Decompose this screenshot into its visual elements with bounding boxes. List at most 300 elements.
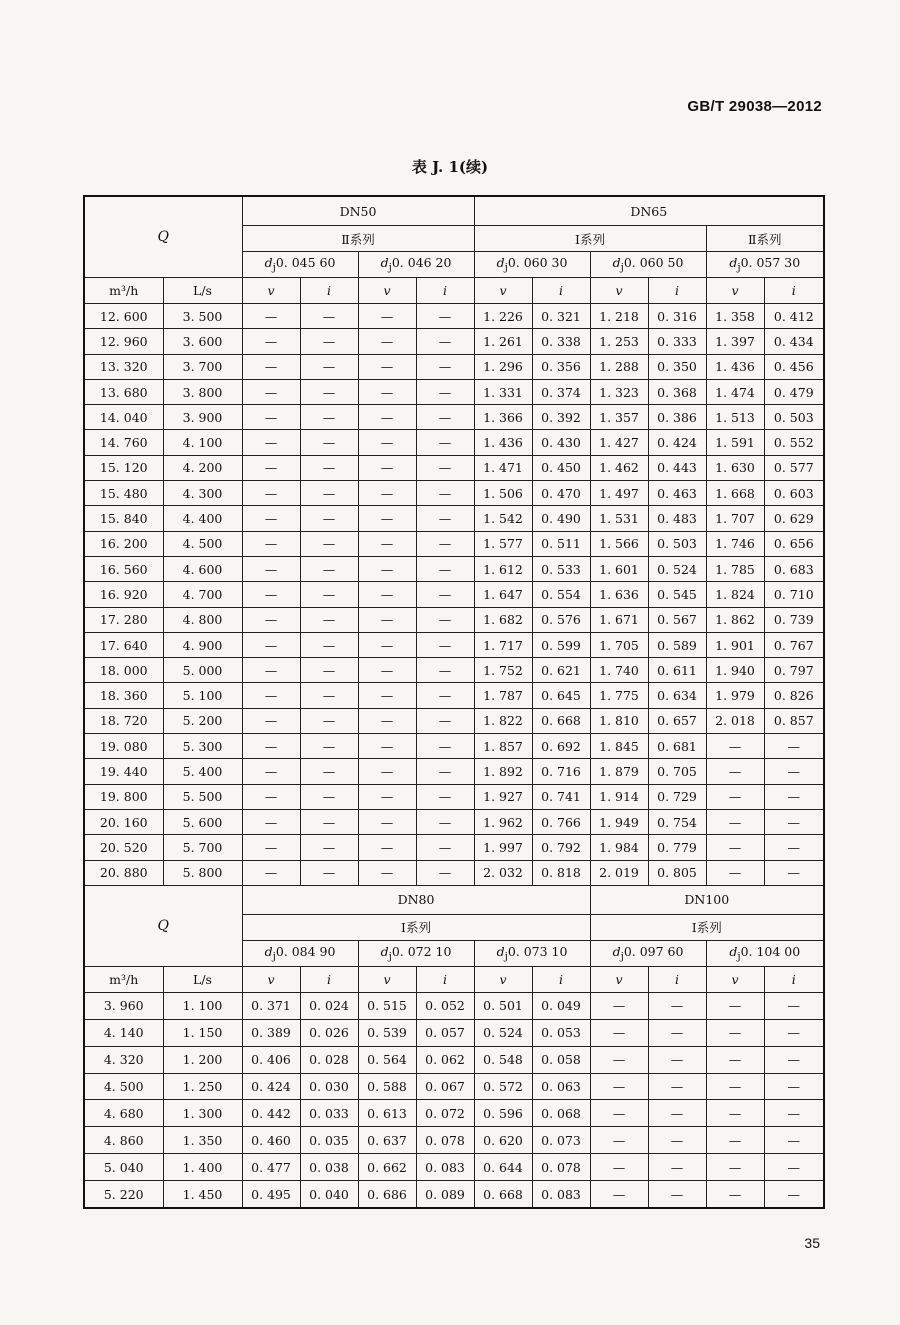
table-cell: 0. 463 <box>648 481 706 506</box>
table-cell: 4. 320 <box>84 1046 163 1073</box>
table-cell: 0. 386 <box>648 405 706 430</box>
table-cell: — <box>358 809 416 834</box>
table-cell: 0. 857 <box>764 708 824 733</box>
table-cell: 0. 038 <box>300 1154 358 1181</box>
table-row <box>84 481 824 506</box>
table-cell: 0. 629 <box>764 506 824 531</box>
table-cell: — <box>358 506 416 531</box>
table-cell: 1. 400 <box>163 1154 242 1181</box>
table-row <box>84 354 824 379</box>
table-cell: 12. 600 <box>84 304 163 329</box>
table-cell: 1. 357 <box>590 405 648 430</box>
table-row <box>84 1100 824 1127</box>
table-cell: 13. 320 <box>84 354 163 379</box>
table-cell: 0. 805 <box>648 860 706 885</box>
gradient-header: i <box>764 966 824 992</box>
table-cell: — <box>242 784 300 809</box>
table-cell: — <box>300 430 358 455</box>
gradient-header: i <box>532 278 590 304</box>
table-cell: 15. 480 <box>84 481 163 506</box>
velocity-header: v <box>706 278 764 304</box>
table-cell: 0. 668 <box>474 1181 532 1208</box>
table-cell: 1. 601 <box>590 556 648 581</box>
table-row <box>84 1181 824 1208</box>
table-cell: 0. 371 <box>242 992 300 1019</box>
table-cell: 2. 018 <box>706 708 764 733</box>
table-cell: 1. 857 <box>474 734 532 759</box>
gradient-header: i <box>300 966 358 992</box>
diameter-header: $d_j0$. 097 60 <box>590 940 706 966</box>
table-cell: 0. 477 <box>242 1154 300 1181</box>
table-cell: — <box>590 992 648 1019</box>
table-cell: 0. 511 <box>532 531 590 556</box>
table-cell: — <box>416 658 474 683</box>
table-cell: — <box>358 304 416 329</box>
table-cell: — <box>764 1046 824 1073</box>
table-cell: — <box>242 506 300 531</box>
table-row <box>84 683 824 708</box>
table-cell: — <box>706 1046 764 1073</box>
table-cell: 0. 406 <box>242 1046 300 1073</box>
table-cell: 0. 442 <box>242 1100 300 1127</box>
table-cell: — <box>358 658 416 683</box>
table-cell: 0. 545 <box>648 582 706 607</box>
table-cell: 1. 506 <box>474 481 532 506</box>
table-cell: 13. 680 <box>84 379 163 404</box>
table-cell: — <box>300 809 358 834</box>
table-cell: 1. 752 <box>474 658 532 683</box>
table-cell: 0. 634 <box>648 683 706 708</box>
table-cell: 1. 940 <box>706 658 764 683</box>
table-cell: 1. 300 <box>163 1100 242 1127</box>
table-cell: — <box>242 304 300 329</box>
table-cell: 0. 613 <box>358 1100 416 1127</box>
table-row <box>84 734 824 759</box>
table-cell: 0. 539 <box>358 1019 416 1046</box>
table-cell: — <box>706 1019 764 1046</box>
table-cell: — <box>300 632 358 657</box>
table-row <box>84 1127 824 1154</box>
table-cell: 1. 566 <box>590 531 648 556</box>
table-cell: 0. 490 <box>532 506 590 531</box>
table-cell: — <box>300 304 358 329</box>
table-cell: — <box>242 354 300 379</box>
table-cell: 0. 072 <box>416 1100 474 1127</box>
table-cell: 1. 462 <box>590 455 648 480</box>
table-cell: 1. 901 <box>706 632 764 657</box>
table-cell: 0. 739 <box>764 607 824 632</box>
table-cell: 1. 250 <box>163 1073 242 1100</box>
table-cell: — <box>706 860 764 885</box>
table-cell: 20. 520 <box>84 835 163 860</box>
table-row <box>84 784 824 809</box>
diameter-header: $d_j0$. 045 60 <box>242 252 358 278</box>
table-cell: 0. 662 <box>358 1154 416 1181</box>
series-header: Ⅰ系列 <box>474 226 706 252</box>
table-cell: 0. 026 <box>300 1019 358 1046</box>
table-cell: 0. 030 <box>300 1073 358 1100</box>
section1-body <box>84 304 824 886</box>
table-cell: 3. 600 <box>163 329 242 354</box>
table-cell: — <box>242 531 300 556</box>
diameter-header: $d_j0$. 060 50 <box>590 252 706 278</box>
table-cell: 0. 729 <box>648 784 706 809</box>
table-cell: 4. 900 <box>163 632 242 657</box>
table-cell: 5. 400 <box>163 759 242 784</box>
table-cell: 0. 683 <box>764 556 824 581</box>
table-cell: 16. 920 <box>84 582 163 607</box>
table-cell: — <box>300 759 358 784</box>
table-cell: — <box>242 379 300 404</box>
table-row <box>84 1046 824 1073</box>
gradient-header: i <box>648 278 706 304</box>
table-cell: — <box>242 835 300 860</box>
table-cell: 1. 427 <box>590 430 648 455</box>
table-cell: 0. 637 <box>358 1127 416 1154</box>
table-row <box>84 379 824 404</box>
series-header: Ⅱ系列 <box>706 226 824 252</box>
table-cell: 0. 686 <box>358 1181 416 1208</box>
table-cell: 1. 785 <box>706 556 764 581</box>
table-cell: 0. 681 <box>648 734 706 759</box>
table-cell: 0. 603 <box>764 481 824 506</box>
table-cell: 0. 716 <box>532 759 590 784</box>
table-cell: 1. 531 <box>590 506 648 531</box>
table-cell: — <box>648 1046 706 1073</box>
table-row <box>84 1019 824 1046</box>
table-cell: 1. 997 <box>474 835 532 860</box>
diameter-header: $d_j0$. 057 30 <box>706 252 824 278</box>
table-cell: 1. 717 <box>474 632 532 657</box>
table-cell: 0. 049 <box>532 992 590 1019</box>
table-cell: 18. 000 <box>84 658 163 683</box>
table-cell: — <box>416 405 474 430</box>
table-cell: — <box>416 809 474 834</box>
table-cell: 0. 826 <box>764 683 824 708</box>
table-cell: — <box>416 354 474 379</box>
table-cell: — <box>416 708 474 733</box>
table-cell: — <box>706 759 764 784</box>
table-cell: 0. 503 <box>648 531 706 556</box>
velocity-header: v <box>590 966 648 992</box>
table-cell: 0. 657 <box>648 708 706 733</box>
table-row <box>84 430 824 455</box>
table-cell: 0. 470 <box>532 481 590 506</box>
table-cell: — <box>242 329 300 354</box>
table-cell: — <box>358 455 416 480</box>
table-cell: — <box>416 582 474 607</box>
table-cell: — <box>358 860 416 885</box>
diameter-header: $d_j0$. 060 30 <box>474 252 590 278</box>
unit-header: L/s <box>163 278 242 304</box>
standard-code: GB/T 29038—2012 <box>687 98 822 115</box>
table-cell: 0. 338 <box>532 329 590 354</box>
table-cell: 5. 100 <box>163 683 242 708</box>
table-cell: — <box>648 1073 706 1100</box>
table-cell: 5. 700 <box>163 835 242 860</box>
table-cell: — <box>706 1100 764 1127</box>
table-row <box>84 329 824 354</box>
table-cell: — <box>706 992 764 1019</box>
table-cell: 0. 035 <box>300 1127 358 1154</box>
table-cell: 0. 501 <box>474 992 532 1019</box>
table-cell: 1. 668 <box>706 481 764 506</box>
table-cell: — <box>648 1100 706 1127</box>
table-cell: 0. 754 <box>648 809 706 834</box>
table-cell: 1. 288 <box>590 354 648 379</box>
q-header: Q <box>84 196 242 278</box>
table-cell: 1. 707 <box>706 506 764 531</box>
table-cell: 14. 760 <box>84 430 163 455</box>
table-cell: 0. 552 <box>764 430 824 455</box>
table-cell: 1. 358 <box>706 304 764 329</box>
table-cell: — <box>764 1127 824 1154</box>
table-cell: 0. 611 <box>648 658 706 683</box>
table-cell: 3. 800 <box>163 379 242 404</box>
table-cell: — <box>416 835 474 860</box>
table-cell: 0. 434 <box>764 329 824 354</box>
table-cell: 0. 089 <box>416 1181 474 1208</box>
gradient-header: i <box>416 278 474 304</box>
gradient-header: i <box>532 966 590 992</box>
table-row <box>84 556 824 581</box>
table-cell: — <box>706 1154 764 1181</box>
table-cell: 1. 862 <box>706 607 764 632</box>
diameter-header: $d_j0$. 073 10 <box>474 940 590 966</box>
table-cell: — <box>242 430 300 455</box>
table-cell: 0. 668 <box>532 708 590 733</box>
table-cell: — <box>706 1127 764 1154</box>
table-cell: 1. 436 <box>474 430 532 455</box>
table-cell: 1. 787 <box>474 683 532 708</box>
table-cell: — <box>764 860 824 885</box>
table-cell: — <box>300 379 358 404</box>
table-cell: 0. 067 <box>416 1073 474 1100</box>
table-row <box>84 506 824 531</box>
table-cell: 0. 621 <box>532 658 590 683</box>
table-row <box>84 607 824 632</box>
table-cell: — <box>242 734 300 759</box>
table-cell: 0. 316 <box>648 304 706 329</box>
table-cell: — <box>358 708 416 733</box>
table-cell: 4. 700 <box>163 582 242 607</box>
table-cell: 0. 644 <box>474 1154 532 1181</box>
table-cell: — <box>242 809 300 834</box>
gradient-header: i <box>764 278 824 304</box>
table-row <box>84 809 824 834</box>
table-cell: — <box>764 835 824 860</box>
table-cell: — <box>300 556 358 581</box>
table-cell: — <box>706 734 764 759</box>
table-cell: 5. 300 <box>163 734 242 759</box>
velocity-header: v <box>358 278 416 304</box>
table-row <box>84 835 824 860</box>
table-cell: — <box>358 556 416 581</box>
table-cell: 1. 740 <box>590 658 648 683</box>
table-cell: — <box>300 354 358 379</box>
table-cell: 4. 100 <box>163 430 242 455</box>
table-cell: 1. 253 <box>590 329 648 354</box>
table-cell: 0. 424 <box>242 1073 300 1100</box>
table-cell: 0. 456 <box>764 354 824 379</box>
table-cell: 1. 824 <box>706 582 764 607</box>
table-row <box>84 455 824 480</box>
gradient-header: i <box>648 966 706 992</box>
table-cell: — <box>764 1100 824 1127</box>
table-cell: 0. 797 <box>764 658 824 683</box>
table-cell: — <box>358 759 416 784</box>
table-cell: — <box>300 455 358 480</box>
table-cell: 0. 741 <box>532 784 590 809</box>
table-cell: — <box>416 506 474 531</box>
table-cell: 0. 620 <box>474 1127 532 1154</box>
table-cell: 1. 150 <box>163 1019 242 1046</box>
table-cell: 5. 600 <box>163 809 242 834</box>
velocity-header: v <box>358 966 416 992</box>
table-cell: 3. 500 <box>163 304 242 329</box>
table-cell: — <box>300 683 358 708</box>
table-cell: 4. 680 <box>84 1100 163 1127</box>
table-cell: — <box>764 1154 824 1181</box>
table-cell: 1. 397 <box>706 329 764 354</box>
table-cell: 1. 261 <box>474 329 532 354</box>
table-cell: 0. 083 <box>416 1154 474 1181</box>
table-cell: 0. 599 <box>532 632 590 657</box>
table-cell: 3. 700 <box>163 354 242 379</box>
table-cell: 0. 564 <box>358 1046 416 1073</box>
dn-group-header: DN80 <box>242 885 590 914</box>
table-cell: 0. 589 <box>648 632 706 657</box>
table-cell: 1. 775 <box>590 683 648 708</box>
velocity-header: v <box>474 278 532 304</box>
table-cell: — <box>648 1127 706 1154</box>
table-cell: 1. 979 <box>706 683 764 708</box>
table-cell: 1. 927 <box>474 784 532 809</box>
table-cell: 0. 515 <box>358 992 416 1019</box>
table-row <box>84 405 824 430</box>
table-cell: 0. 567 <box>648 607 706 632</box>
table-cell: — <box>416 759 474 784</box>
table-cell: — <box>416 734 474 759</box>
table-cell: 0. 321 <box>532 304 590 329</box>
table-cell: — <box>764 1181 824 1208</box>
table-cell: 0. 495 <box>242 1181 300 1208</box>
table-cell: — <box>300 481 358 506</box>
table-cell: 1. 366 <box>474 405 532 430</box>
table-cell: 0. 548 <box>474 1046 532 1073</box>
table-cell: 16. 200 <box>84 531 163 556</box>
table-cell: 0. 503 <box>764 405 824 430</box>
table-cell: 2. 032 <box>474 860 532 885</box>
table-cell: — <box>300 582 358 607</box>
table-cell: 1. 591 <box>706 430 764 455</box>
table-cell: — <box>764 759 824 784</box>
table-cell: 4. 600 <box>163 556 242 581</box>
table-cell: — <box>242 582 300 607</box>
series-header: Ⅱ系列 <box>242 226 474 252</box>
table-cell: 14. 040 <box>84 405 163 430</box>
table-cell: 0. 356 <box>532 354 590 379</box>
table-cell: 1. 630 <box>706 455 764 480</box>
table-cell: 1. 577 <box>474 531 532 556</box>
q-header: Q <box>84 885 242 966</box>
table-cell: — <box>242 481 300 506</box>
velocity-header: v <box>474 966 532 992</box>
table-cell: 1. 612 <box>474 556 532 581</box>
table-cell: 0. 374 <box>532 379 590 404</box>
table-cell: — <box>416 632 474 657</box>
table-cell: — <box>764 784 824 809</box>
table-cell: 1. 226 <box>474 304 532 329</box>
table-cell: 16. 560 <box>84 556 163 581</box>
table-cell: — <box>358 405 416 430</box>
table-cell: — <box>242 658 300 683</box>
gradient-header: i <box>416 966 474 992</box>
velocity-header: v <box>590 278 648 304</box>
table-row <box>84 304 824 329</box>
table-cell: 0. 073 <box>532 1127 590 1154</box>
table-cell: 0. 710 <box>764 582 824 607</box>
table-cell: — <box>300 835 358 860</box>
section1-header <box>84 196 824 304</box>
section2-body <box>84 992 824 1208</box>
table-cell: 19. 800 <box>84 784 163 809</box>
diameter-header: $d_j0$. 084 90 <box>242 940 358 966</box>
table-cell: 0. 588 <box>358 1073 416 1100</box>
table-cell: 4. 500 <box>163 531 242 556</box>
table-cell: — <box>242 405 300 430</box>
table-cell: — <box>242 455 300 480</box>
table-cell: 1. 810 <box>590 708 648 733</box>
table-cell: 0. 656 <box>764 531 824 556</box>
table-cell: — <box>358 354 416 379</box>
table-cell: 0. 577 <box>764 455 824 480</box>
table-cell: 0. 063 <box>532 1073 590 1100</box>
table-cell: 1. 682 <box>474 607 532 632</box>
diameter-header: $d_j0$. 104 00 <box>706 940 824 966</box>
table-cell: — <box>648 1019 706 1046</box>
table-cell: 0. 533 <box>532 556 590 581</box>
table-cell: 1. 892 <box>474 759 532 784</box>
section2-header <box>84 885 824 992</box>
table-cell: 0. 443 <box>648 455 706 480</box>
table-cell: — <box>300 784 358 809</box>
table-cell: 19. 440 <box>84 759 163 784</box>
table-cell: — <box>358 835 416 860</box>
table-cell: — <box>648 1154 706 1181</box>
table-cell: 0. 554 <box>532 582 590 607</box>
table-cell: 4. 800 <box>163 607 242 632</box>
table-cell: 0. 818 <box>532 860 590 885</box>
table-cell: 0. 062 <box>416 1046 474 1073</box>
table-row <box>84 992 824 1019</box>
table-cell: 0. 024 <box>300 992 358 1019</box>
table-cell: 1. 879 <box>590 759 648 784</box>
table-cell: — <box>358 329 416 354</box>
table-cell: 1. 323 <box>590 379 648 404</box>
table-row <box>84 708 824 733</box>
table-cell: 4. 300 <box>163 481 242 506</box>
table-cell: — <box>300 658 358 683</box>
table-row <box>84 658 824 683</box>
table-cell: 17. 640 <box>84 632 163 657</box>
diameter-header: $d_j0$. 072 10 <box>358 940 474 966</box>
table-cell: — <box>416 455 474 480</box>
table-row <box>84 759 824 784</box>
table-cell: 1. 822 <box>474 708 532 733</box>
table-cell: — <box>416 379 474 404</box>
table-cell: — <box>764 992 824 1019</box>
